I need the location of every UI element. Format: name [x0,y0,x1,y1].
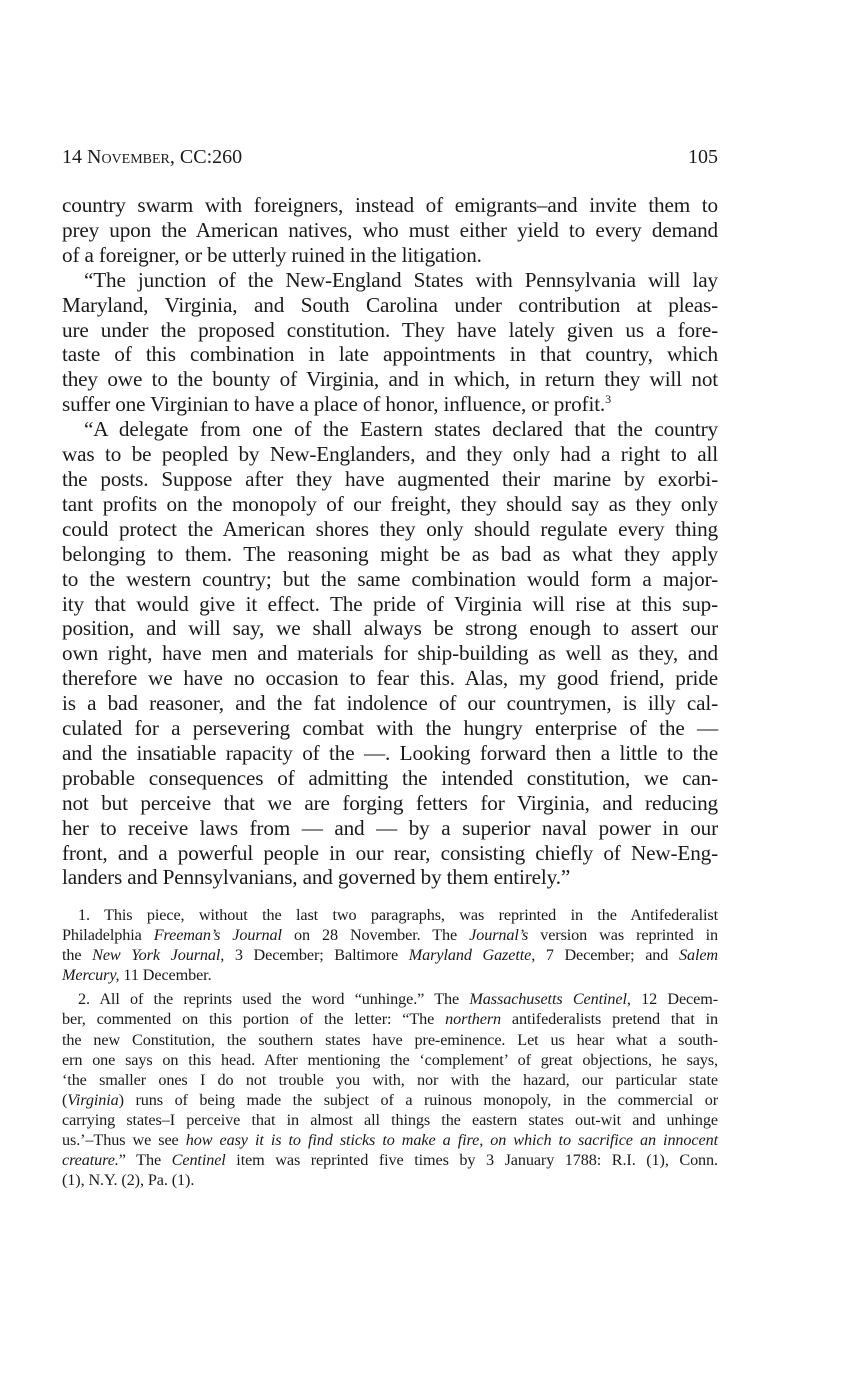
text-line: position, and will say, we shall always be strong enough to assert our [62,616,718,641]
note-text: ber, commented on this portion of the letter: “The [62,1010,446,1029]
text-line: taste of this combination in late appointments in that country, which [62,342,718,367]
text-line: of a foreigner, or be utterly ruined in the litigation. [62,242,482,267]
text-line: therefore we have no occasion to fear this. Alas, my good friend, pride [62,666,718,691]
text-line: her to receive laws from — and — by a superior naval power in our [62,815,718,840]
text-line: front, and a powerful people in our rear, consisting chiefly of New-Eng- [62,840,718,865]
note-line [62,1150,718,1170]
note-line: 1. This piece, without the last two paragraphs, was reprinted in the Antifederalist [78,906,718,924]
text-line: “A delegate from one of the Eastern states declared that the country [84,417,718,442]
note-italic: Journal’s [469,926,529,945]
note-text: on 28 November. The [281,926,470,945]
note-text: ” The [118,1151,172,1170]
text-line: ure under the proposed constitution. They have lately given us a fore- [62,317,718,342]
text-line: they owe to the bounty of Virginia, and in which, in return they will not [62,367,718,392]
note-line [62,989,718,1009]
text-line: belonging to them. The reasoning might be as bad as what they apply [62,541,718,566]
running-head [62,142,718,172]
text-line: was to be peopled by New-Englanders, and they only had a right to all [62,442,718,467]
text-line: and the insatiable rapacity of the —. Looking forward then a little to the [62,740,718,765]
note-text: ( [62,1090,68,1109]
footnotes [62,905,718,1190]
note-line [62,1009,718,1029]
text-line: the posts. Suppose after they have augmented their marine by exorbi- [62,466,718,491]
note-text: 11 December. [119,966,212,985]
note-line [62,945,718,965]
note-text: 12 Decem- [630,990,719,1009]
note-italic: Virginia [67,1090,119,1109]
note-text: antifederalists pretend that in [501,1010,718,1029]
note-text: 3 December; Baltimore [224,946,409,965]
note-line: ern one says on this head. After mentioning the ‘complement’ of great objections, he says, [62,1050,718,1069]
note-text: ) runs of being made the subject of a ruinous monopoly, in the commercial or [118,1090,718,1109]
text-line: probable consequences of admitting the intended constitution, we can- [62,765,718,790]
text-line: own right, have men and materials for ship-building as well as they, and [62,641,718,666]
note-text: us.’–Thus we see [62,1131,186,1150]
note-text: 2. All of the reprints used the word “unhinge.” The [78,990,470,1009]
note-text: 7 December; and [535,946,679,965]
note-text: Philadelphia [62,926,154,945]
text-line: “The junction of the New-England States with Pennsylvania will lay [84,267,718,292]
main-text [62,193,718,890]
footnote-ref: 3 [605,392,611,407]
note-line: the new Constitution, the southern states have pre-eminence. Let us hear what a south- [62,1030,718,1049]
text-line: could protect the American shores they only should regulate every thing [62,516,718,541]
text-line: country swarm with foreigners, instead of emigrants–and invite them to [62,193,718,217]
page-number: 105 [688,146,718,168]
text-line: tant profits on the monopoly of our freight, they should say as they only [62,491,718,516]
note-italic: Freeman’s Journal [153,926,282,945]
note-text: item was reprinted five times by 3 January 1788: R.I. (1), Conn. [225,1151,718,1170]
text-line [62,392,718,417]
note-italic: Centinel [171,1151,226,1170]
note-line: carrying states–I perceive that in almost all things the eastern states out-wit and unhinge [62,1110,718,1129]
note-italic: Salem [678,946,719,965]
note-line: ‘the smaller ones I do not trouble you with, nor with the hazard, our particular state [62,1070,718,1089]
text-line: landers and Pennsylvanians, and governed by them entirely.” [62,865,571,890]
text-line: prey upon the American natives, who must either yield to every demand [62,217,718,242]
note-italic: Mercury, [62,966,120,985]
text-line-content: suffer one Virginian to have a place of honor, influence, or profit. [62,392,606,417]
note-text: version was reprinted in [528,926,718,945]
note-italic: creature. [62,1151,119,1170]
note-italic: Massachusetts Centinel, [469,990,631,1009]
text-line: culated for a persevering combat with the hungry enterprise of the — [62,716,718,741]
note-italic: northern [445,1010,502,1029]
note-line: (1), N.Y. (2), Pa. (1). [62,1171,195,1190]
text-line: is a bad reasoner, and the fat indolence of our countrymen, is illy cal- [62,691,718,716]
note-line [62,965,718,985]
note-text: the [62,946,93,965]
text-line: Maryland, Virginia, and South Carolina under contribution at pleas- [62,292,718,317]
note-italic: New York Journal, [92,946,225,965]
note-line [62,925,718,945]
running-head-title: 14 November, CC:260 [62,146,243,168]
text-line: ity that would give it effect. The pride of Virginia will rise at this sup- [62,591,718,616]
text-line: not but perceive that we are forging fetters for Virginia, and reducing [62,790,718,815]
note-italic: Maryland Gazette, [408,946,536,965]
note-line [62,1090,718,1110]
note-italic: how easy it is to find sticks to make a fire, on which to sacrifice an innocent [185,1131,718,1150]
note-line [62,1130,718,1150]
text-line: to the western country; but the same combination would form a major- [62,566,718,591]
